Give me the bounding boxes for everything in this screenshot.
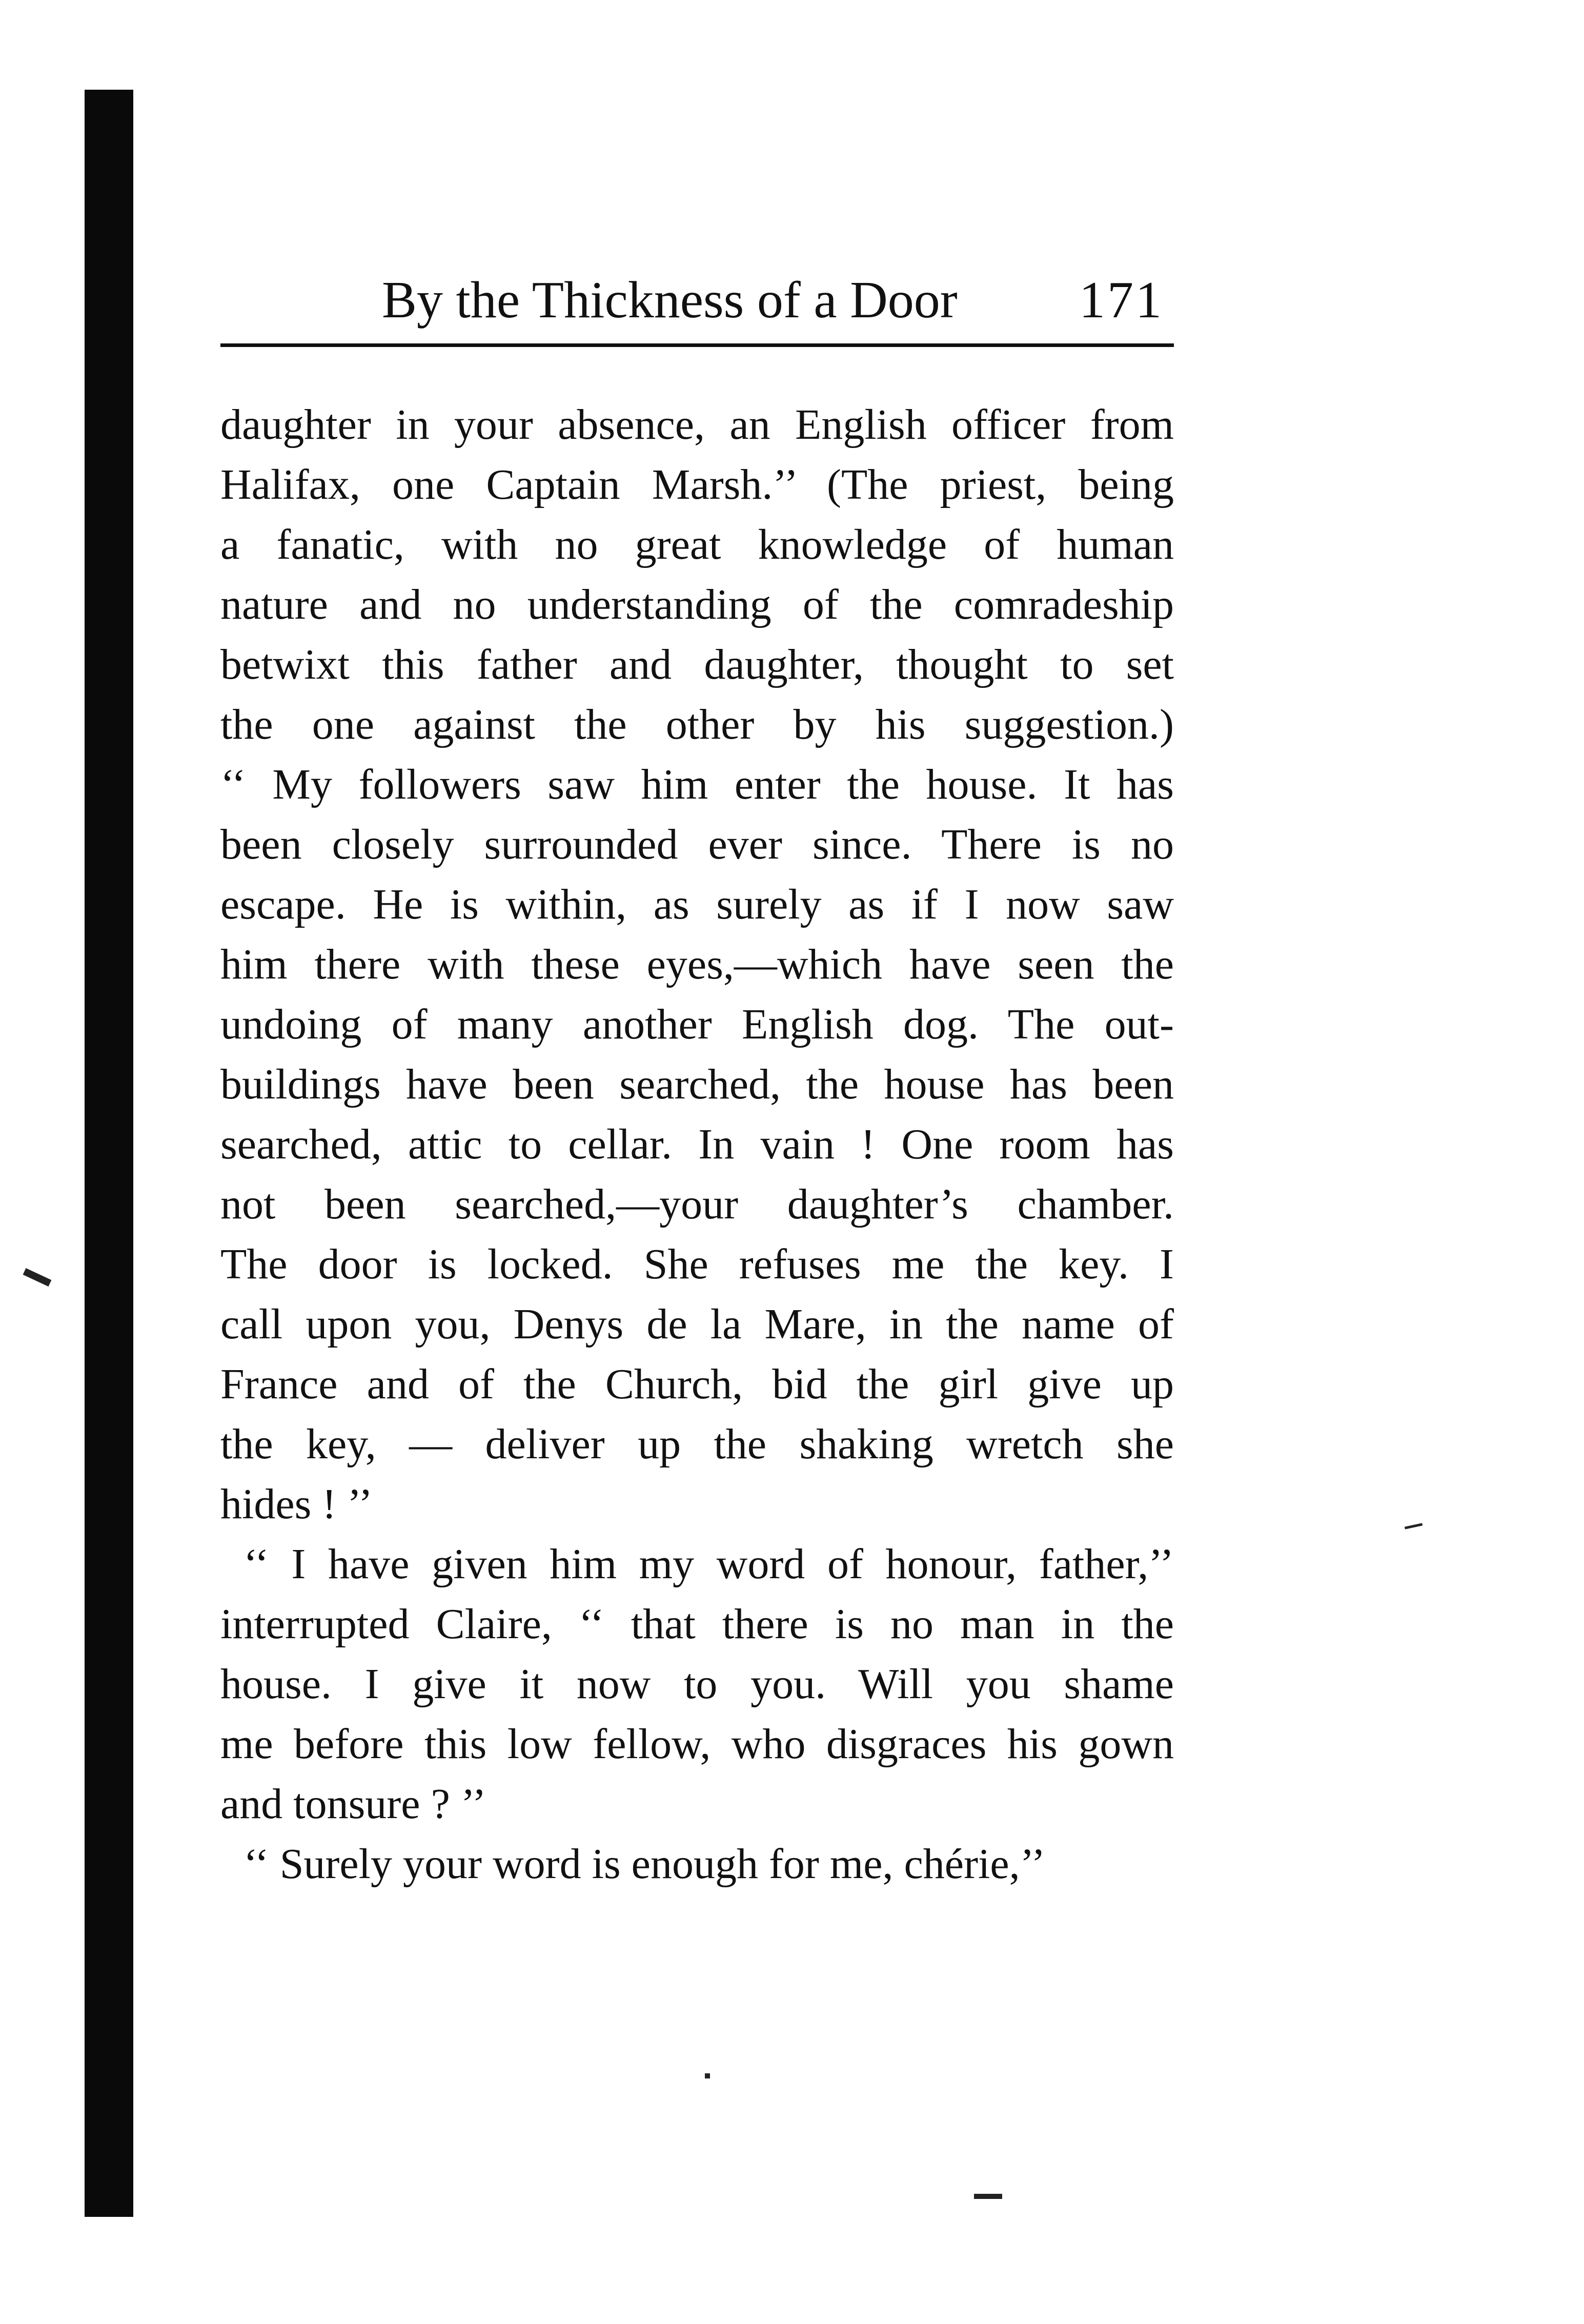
text-line: the one against the other by his suggestion.) — [220, 701, 1174, 748]
text-line: the key, — deliver up the shaking wretch she — [220, 1420, 1174, 1468]
page-number: 171 — [1079, 271, 1164, 329]
margin-speck — [1405, 1523, 1423, 1529]
text-line: a fanatic, with no great knowledge of human — [220, 521, 1174, 568]
text-line: daughter in your absence, an English officer from — [220, 401, 1174, 449]
text-line: betwixt this father and daughter, thought to set — [220, 641, 1174, 688]
body-text — [220, 395, 1174, 1894]
text-line: nature and no understanding of the comradeship — [220, 581, 1174, 628]
margin-speck — [705, 2073, 710, 2078]
text-line: The door is locked. She refuses me the key. I — [220, 1240, 1174, 1288]
text-line: interrupted Claire, ‘‘ that there is no man in the — [220, 1600, 1174, 1648]
text-line: and tonsure ? ’’ — [220, 1780, 486, 1828]
margin-speck — [974, 2194, 1002, 2199]
text-line: buildings have been searched, the house has been — [220, 1061, 1174, 1108]
text-line: Halifax, one Captain Marsh.’’ (The priest, being — [220, 461, 1174, 508]
text-line: ‘‘ I have given him my word of honour, father,’’ — [243, 1540, 1174, 1588]
text-line: house. I give it now to you. Will you shame — [220, 1660, 1174, 1708]
text-line: hides ! ’’ — [220, 1480, 373, 1528]
text-line: him there with these eyes,—which have seen the — [220, 941, 1174, 988]
text-line: searched, attic to cellar. In vain ! One room has — [220, 1120, 1174, 1168]
text-line: been closely surrounded ever since. There is no — [220, 821, 1174, 868]
text-line: not been searched,—your daughter’s chamber. — [220, 1180, 1174, 1228]
margin-speck — [23, 1268, 52, 1287]
text-line: call upon you, Denys de la Mare, in the name of — [220, 1300, 1174, 1348]
text-line: France and of the Church, bid the girl give up — [220, 1360, 1174, 1408]
running-title: By the Thickness of a Door — [382, 271, 958, 329]
binding-edge-bar — [85, 90, 133, 2217]
text-line: undoing of many another English dog. The out- — [220, 1001, 1174, 1048]
text-line: ‘‘ Surely your word is enough for me, chérie,’’ — [243, 1840, 1046, 1888]
text-line: ‘‘ My followers saw him enter the house. It has — [220, 761, 1174, 808]
text-line: escape. He is within, as surely as if I now saw — [220, 881, 1174, 928]
running-head — [220, 267, 1174, 347]
text-line: me before this low fellow, who disgraces his gown — [220, 1720, 1174, 1768]
